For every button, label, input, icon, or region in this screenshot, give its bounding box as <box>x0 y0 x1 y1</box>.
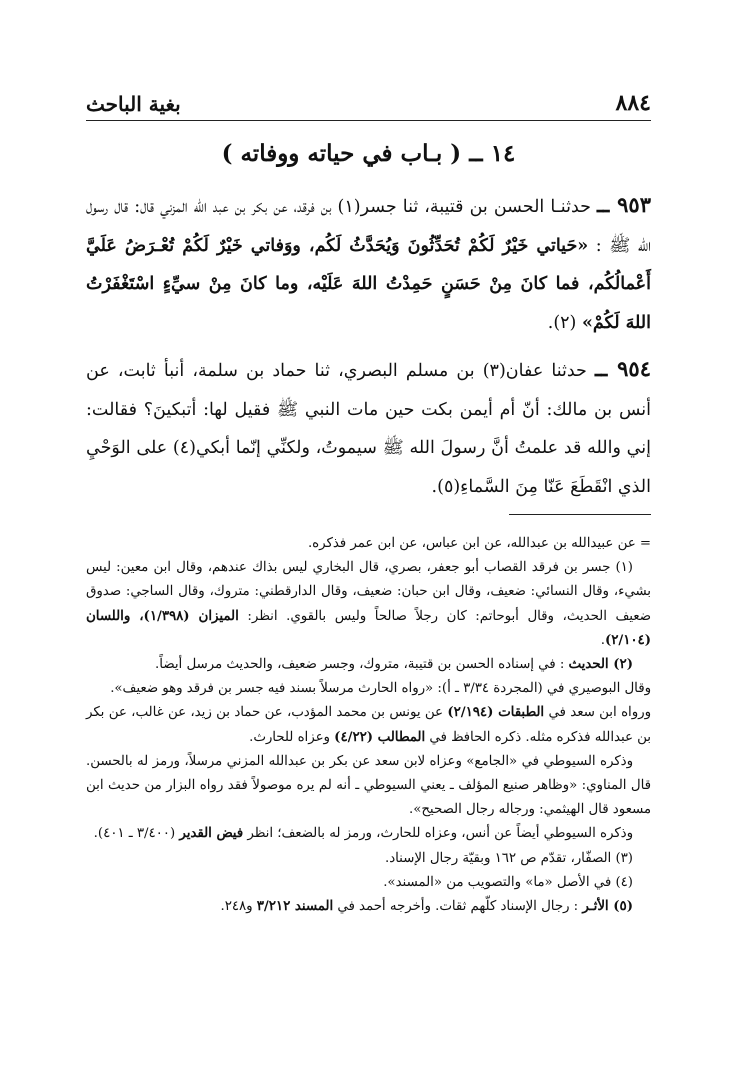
main-text <box>86 186 651 506</box>
footnote-5 <box>86 895 651 919</box>
footnote-3: (٣) الصفّار، تقدّم ص ١٦٢ وبقيّة رجال الإسناد. <box>384 850 633 866</box>
running-header <box>86 86 651 121</box>
hadith-number: ٩٥٣ ــ <box>597 192 651 217</box>
footnotes <box>86 532 651 919</box>
footnote-reference: المطالب (٤/٢٢) <box>334 729 426 745</box>
footnote-text: . <box>600 632 605 648</box>
footnote-reference: الطبقات (٢/١٩٤) <box>447 705 545 721</box>
footnote-text: و٢٤٨. <box>220 899 257 915</box>
footnote-4: (٤) في الأصل «ما» والتصويب من «المسند». <box>383 874 633 890</box>
footnote-continuation: = عن عبيدالله بن عبدالله، عن ابن عباس، عن ابن عمر فذكره. <box>307 536 651 551</box>
footnote-2 <box>86 653 651 677</box>
footnote-text: وعزاه للحارث. <box>249 729 335 745</box>
footnote-label: (٥) الأثـر <box>582 899 633 915</box>
footnote-text: : في إسناده الحسن بن قتيبة، متروك، وجسر ضعيف، والحديث مرسل أيضاً. <box>155 657 565 673</box>
hadith-quote: «حَياتي خَيْرٌ لَكُمْ تُحَدِّثُونَ وَيُحَدَّثُ لَكُم، ووَفاتي خَيْرٌ لَكُمْ تُعْـرَضُ عَلَيَّ أَعْمالُكُم، فما كانَ مِنْ حَسَنٍ حَمِدْتُ اللهَ عَلَيْه، وما كانَ مِنْ سيِّءٍ اسْتَغْفَرْتُ اللهَ لَكُمْ» <box>86 235 651 333</box>
footnote-1 <box>86 556 651 653</box>
footnote-reference: فيض القدير <box>179 826 244 842</box>
footnote-text: (٣/٤٠٠ ـ ٤٠١). <box>93 826 180 842</box>
footnote-text: ورواه ابن سعد في <box>544 705 651 721</box>
footnote-2-e <box>86 822 651 846</box>
footnote-2-b: وقال البوصيري في (المجردة ٣/٣٤ ـ أ): «رواه الحارث مرسلاً بسند فيه جسر بن فرقد وهو ضعيف». <box>110 681 651 697</box>
footnote-text: : رجال الإسناد كلّهم ثقات. وأخرجه أحمد في <box>333 899 579 915</box>
hadith-number: ٩٥٤ ــ <box>594 356 651 381</box>
page-number: ٨٨٤ <box>615 90 651 116</box>
footnote-text: (١) جسر بن فرقد القصاب أبو جعفر، بصري، قال البخاري ليس بذاك عندهم، وقال ابن معين: ليس بشيء، وقال النسائي: ضعيف، وقال ابن حبان: ضعيف، وقال الدارقطني: متروك، وقال الساجي: صدوق ضعيف الحديث، وقال أبوحاتم: كان رجلاً صالحاً وليس بالقوي. انظر: <box>86 560 651 624</box>
footnote-ref: (٢). <box>547 312 577 333</box>
footnote-separator <box>509 514 651 515</box>
footnote-text: وذكره السيوطي أيضاً عن أنس، وعزاه للحارث، ورمز له بالضعف؛ انظر <box>243 826 633 842</box>
chapter-title: ١٤ ــ ( بـاب في حياته ووفاته ) <box>221 140 516 167</box>
footnote-text: عن يونس بن محمد المؤدب، عن حماد بن زيد، عن غالب، عن بكر بن عبدالله فذكره مثله. ذكره الحافظ في <box>86 705 651 745</box>
book-title: بغية الباحث <box>86 92 181 116</box>
footnote-reference: المسند ٣/٢١٢ <box>256 899 334 915</box>
hadith-intro: حدثنـا الحسن بن قتيبة، ثنا جسر(١) بن فرقد، عن بكر بن عبد الله المزني قال: قال رسول الله ﷺ : <box>86 197 651 256</box>
footnote-2-c <box>86 701 651 749</box>
hadith-954 <box>86 350 651 506</box>
footnote-label: (٢) الحديث <box>568 657 633 673</box>
hadith-text: حدثنا عفان(٣) بن مسلم البصري، ثنا حماد بن سلمة، أنبأ ثابت، عن أنس بن مالك: أنّ أم أيمن بكت حين مات النبي ﷺ فقيل لها: أتبكينَ؟ فقالت: إني والله قد علمتُ أنَّ رسولَ الله ﷺ سيموتُ، ولكنِّي إنّما أبكي(٤) على الوَحْيِ الذي انْقَطَعَ عَنّا مِنَ السَّماءِ(٥). <box>86 361 651 497</box>
footnote-reference: الميزان (١/٣٩٨)، واللسان (٢/١٠٤) <box>86 608 651 648</box>
hadith-953 <box>86 186 651 342</box>
footnote-2-d: وذكره السيوطي في «الجامع» وعزاه لابن سعد عن بكر بن عبدالله المزني مرسلاً، ورمز له بالحسن. قال المناوي: «وظاهر صنيع المؤلف ـ يعني السيوطي ـ أنه لم يره موصولاً فقد رواه البزار من حديث ابن مسعود قال الهيثمي: ورجاله رجال الصحيح». <box>86 753 651 818</box>
